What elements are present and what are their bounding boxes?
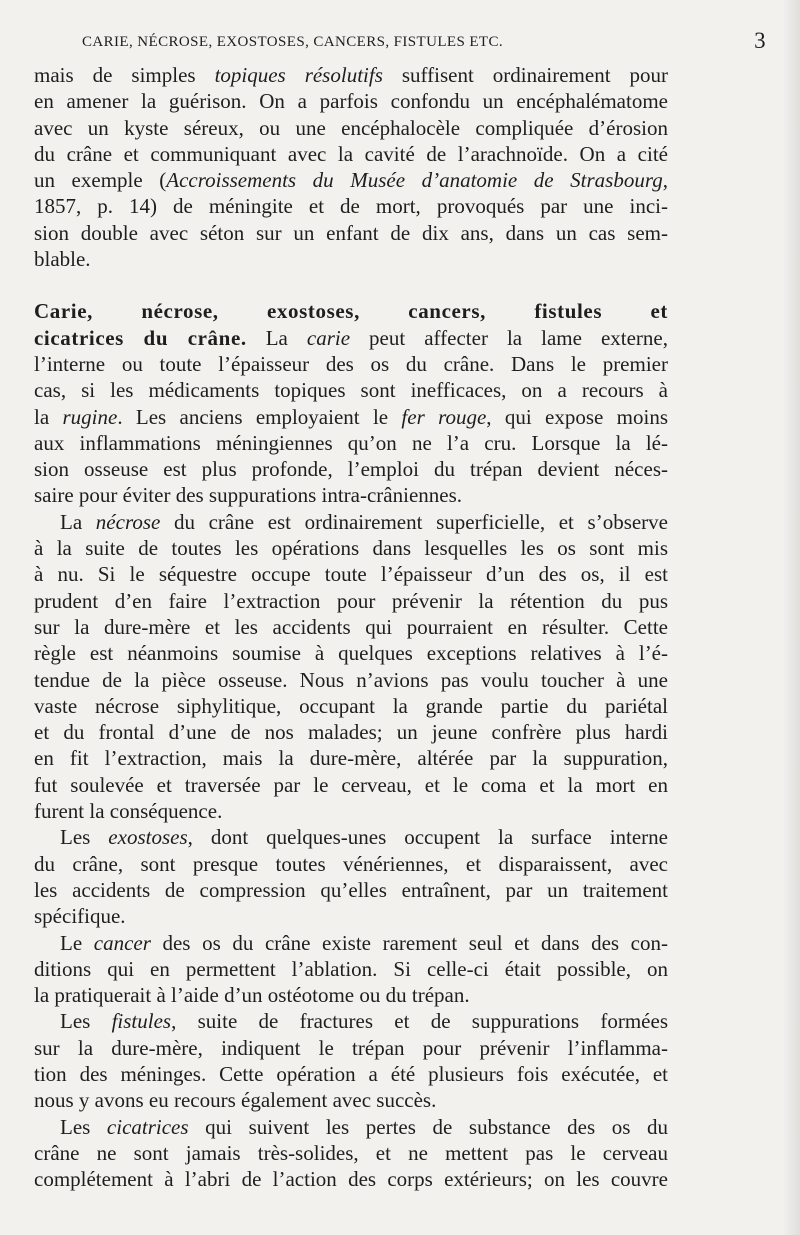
text-line: vaste nécrose siphylitique, occupant la grande partie du pariétal [34, 693, 668, 718]
text-line: sion double avec séton sur un enfant de dix ans, dans un cas sem- [34, 220, 668, 245]
text-line: sion osseuse est plus profonde, l’emploi du trépan devient néces- [34, 457, 668, 482]
text-line: en fit l’extraction, mais la dure-mère, altérée par la suppuration, [34, 746, 668, 771]
text-line: du crâne et communiquant avec la cavité de l’arachnoïde. On a cité [34, 141, 668, 166]
text-line: 1857, p. 14) de méningite et de mort, provoqués par une inci- [34, 194, 668, 219]
text-line: Le cancer des os du crâne existe rarement seul et dans des con- [60, 930, 668, 955]
text-line: fut soulevée et traversée par le cerveau, et le coma et la mort en [34, 772, 668, 797]
text-line: saire pour éviter des suppurations intra-crâniennes. [34, 483, 463, 508]
running-title: CARIE, NÉCROSE, EXOSTOSES, CANCERS, FISTULES ETC. [82, 34, 504, 50]
text-line: avec un kyste séreux, ou une encéphalocèle compliquée d’érosion [34, 115, 668, 140]
page-number: 3 [754, 28, 766, 53]
section-spacer [34, 272, 668, 298]
text-line: l’interne ou toute l’épaisseur des os du crâne. Dans le premier [34, 351, 668, 376]
text-line: prudent d’en faire l’extraction pour prévenir la rétention du pus [34, 588, 668, 613]
text-line: Les exostoses, dont quelques-unes occupent la surface interne [60, 825, 668, 850]
text-line: nous y avons eu recours également avec succès. [34, 1088, 437, 1113]
body-text [34, 62, 668, 1192]
text-line: et du frontal d’une de nos malades; un jeune confrère plus hardi [34, 720, 668, 745]
section-heading: Carie, nécrose, exostoses, cancers, fistules et [34, 299, 668, 324]
section-heading-continued: cicatrices du crâne. La carie peut affecter la lame externe, [34, 325, 668, 350]
text-line: la pratiquerait à l’aide d’un ostéotome ou du trépan. [34, 983, 470, 1008]
text-line: mais de simples topiques résolutifs suffisent ordinairement pour [34, 63, 668, 87]
text-line: furent la conséquence. [34, 799, 223, 824]
text-line: tendue de la pièce osseuse. Nous n’avions pas voulu toucher à une [34, 667, 668, 692]
page-edge-shadow [782, 0, 800, 1235]
text-line: Les cicatrices qui suivent les pertes de substance des os du [60, 1114, 668, 1139]
text-line: les accidents de compression qu’elles entraînent, par un traitement [34, 877, 668, 902]
text-line: règle est néanmoins soumise à quelques exceptions relatives à l’é- [34, 641, 668, 666]
text-line: aux inflammations méningiennes qu’on ne l’a cru. Lorsque la lé- [34, 430, 668, 455]
text-line: la rugine. Les anciens employaient le fer rouge, qui expose moins [34, 404, 669, 429]
text-line: à nu. Si le séquestre occupe toute l’épaisseur d’un des os, il est [34, 562, 668, 587]
text-line: complétement à l’abri de l’action des corps extérieurs; on les couvre [34, 1167, 668, 1192]
text-line: crâne ne sont jamais très-solides, et ne mettent pas le cerveau [34, 1140, 668, 1165]
text-line: blable. [34, 247, 91, 272]
text-line: spécifique. [34, 904, 126, 929]
text-line: à la suite de toutes les opérations dans lesquelles les os sont mis [34, 536, 668, 561]
text-line: un exemple (Accroissements du Musée d’anatomie de Strasbourg, [34, 168, 668, 193]
text-line: sur la dure-mère et les accidents qui pourraient en résulter. Cette [34, 614, 668, 639]
text-line: Les fistules, suite de fractures et de suppurations formées [60, 1009, 668, 1034]
running-header [30, 28, 770, 58]
text-line: cas, si les médicaments topiques sont inefficaces, on a recours à [34, 378, 668, 403]
text-line: ditions qui en permettent l’ablation. Si celle-ci était possible, on [34, 956, 668, 981]
text-line: La nécrose du crâne est ordinairement superficielle, et s’observe [60, 509, 668, 534]
text-line: sur la dure-mère, indiquent le trépan pour prévenir l’inflamma- [34, 1035, 668, 1060]
text-line: tion des méninges. Cette opération a été plusieurs fois exécutée, et [34, 1061, 668, 1086]
text-line: du crâne, sont presque toutes vénériennes, et disparaissent, avec [34, 851, 668, 876]
text-line: en amener la guérison. On a parfois confondu un encéphalématome [34, 89, 668, 114]
